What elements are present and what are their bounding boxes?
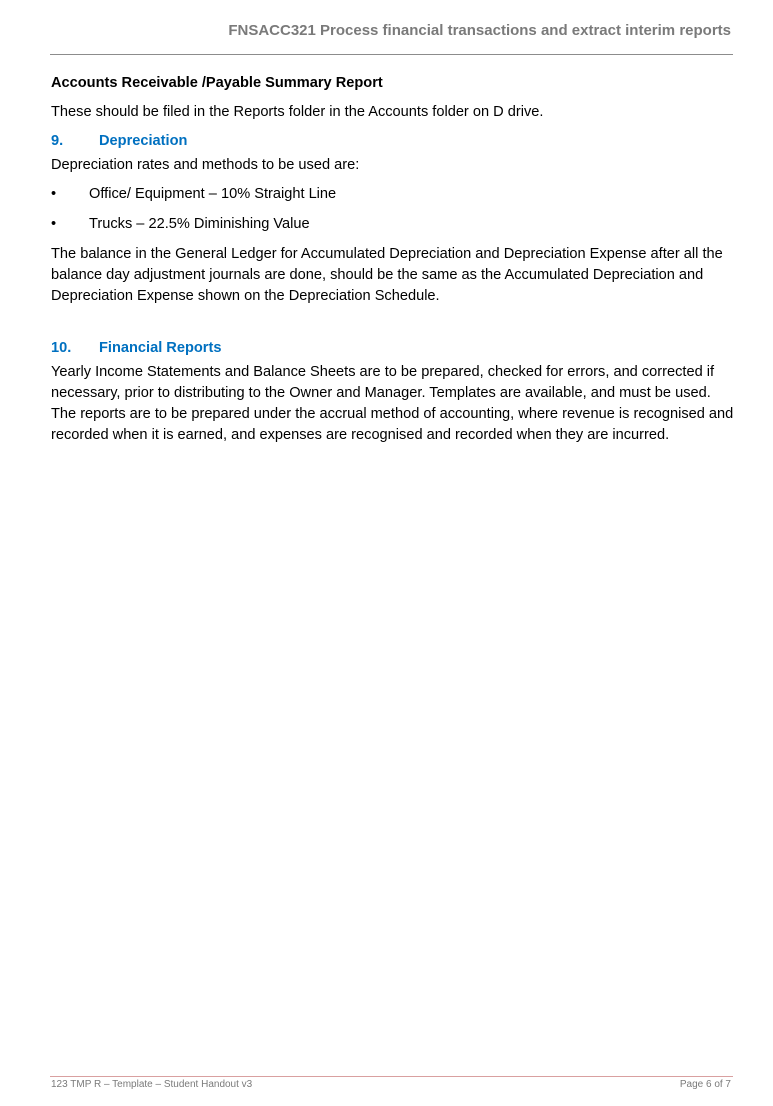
section-number: 9. xyxy=(51,133,64,149)
footer-divider xyxy=(50,1076,733,1077)
document-body xyxy=(51,73,735,454)
depreciation-rates-list xyxy=(51,184,735,235)
depreciation-intro: Depreciation rates and methods to be used are: xyxy=(51,157,360,173)
section-title: Depreciation xyxy=(99,133,188,149)
section-title: Financial Reports xyxy=(99,340,222,356)
report-filing-text: These should be filed in the Reports folder in the Accounts folder on D drive. xyxy=(51,104,544,120)
section-heading-financial-reports xyxy=(51,338,735,359)
footer-page-number: Page 6 of 7 xyxy=(679,1079,731,1090)
list-item xyxy=(51,214,735,235)
list-item xyxy=(51,184,735,205)
section-heading-depreciation xyxy=(51,131,735,152)
financial-reports-body: Yearly Income Statements and Balance Sheets are to be prepared, checked for errors, and corrected if necessary, prior to distributing to the Owner and Manager. Templates are available, and must be used. The reports are to be prepared under the accrual method of accounting, where revenue is recognised and recorded when it is earned, and expenses are recognised and recorded when they are incurred. xyxy=(51,364,734,443)
list-item-text: Trucks – 22.5% Diminishing Value xyxy=(89,216,310,232)
list-item-text: Office/ Equipment – 10% Straight Line xyxy=(89,186,337,202)
report-heading: Accounts Receivable /Payable Summary Report xyxy=(51,75,383,91)
document-header-title: FNSACC321 Process financial transactions and extract interim reports xyxy=(228,22,731,39)
header-divider xyxy=(50,54,733,55)
bullet-icon: • xyxy=(51,186,57,202)
footer-document-id: 123 TMP R – Template – Student Handout v3 xyxy=(51,1079,253,1090)
bullet-icon: • xyxy=(51,216,57,232)
section-spacer xyxy=(51,315,735,338)
depreciation-body: The balance in the General Ledger for Accumulated Depreciation and Depreciation Expense after all the balance day adjustment journals are done, should be the same as the Accumulated Depreciation and Depreciation Expense shown on the Depreciation Schedule. xyxy=(51,246,723,304)
section-number: 10. xyxy=(51,340,72,356)
